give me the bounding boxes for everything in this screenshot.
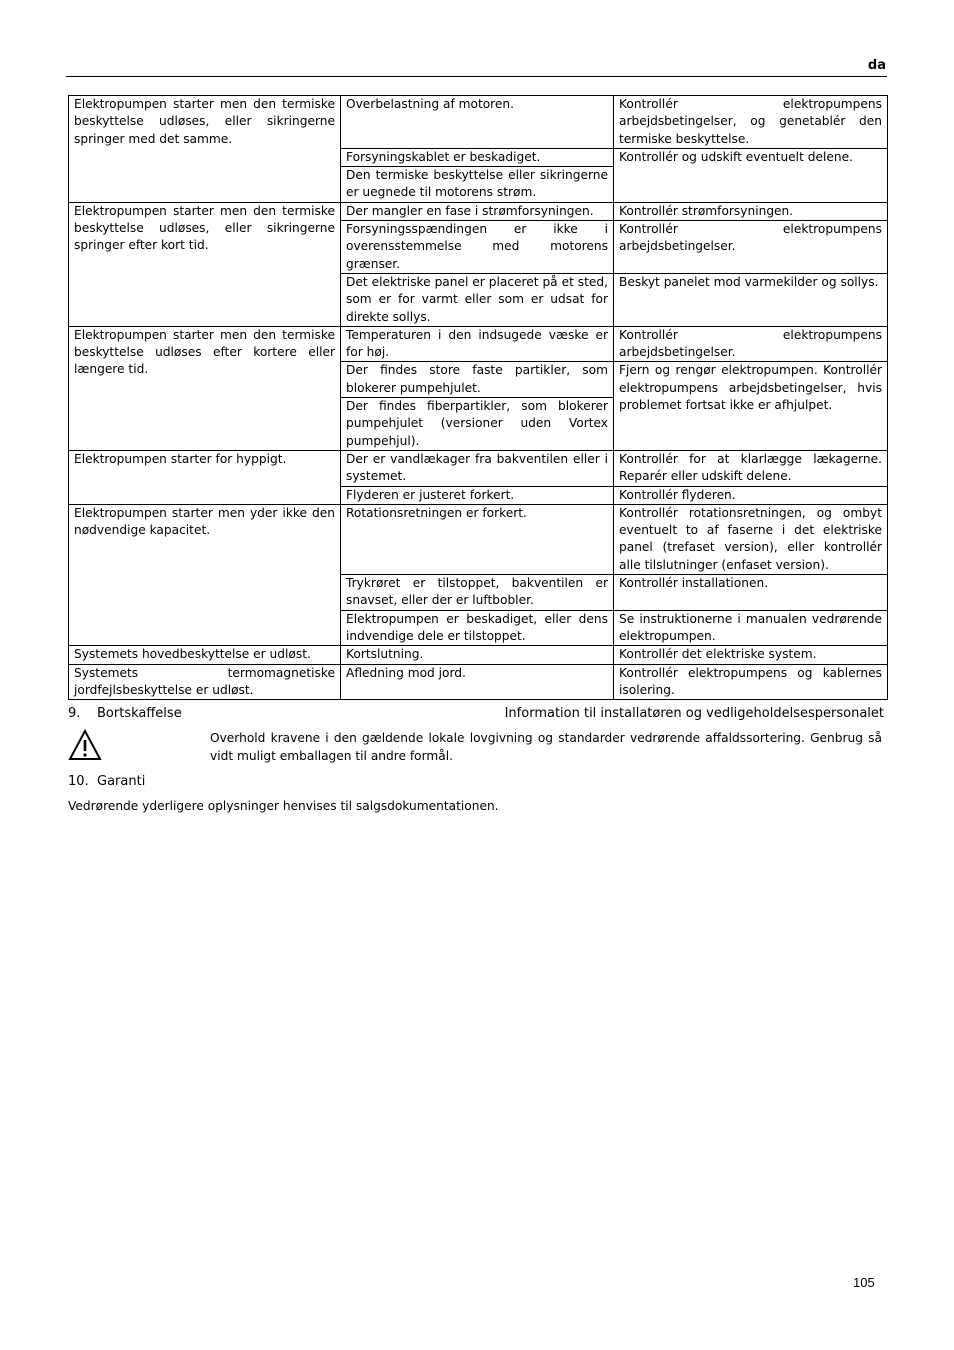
cause-cell: Afledning mod jord. xyxy=(341,664,614,700)
table-row xyxy=(69,646,888,664)
remedy-cell: Kontrollér installationen. xyxy=(614,575,888,611)
cause-cell: Forsyningskablet er beskadiget. xyxy=(341,148,614,166)
disposal-paragraph: Overhold kravene i den gældende lokale lovgivning og standarder vedrørende affaldssortering. Genbrug så vidt muligt emballagen til andre formål. xyxy=(210,731,882,763)
cause-cell: Overbelastning af motoren. xyxy=(341,96,614,149)
section-title: Bortskaffelse xyxy=(97,706,182,721)
remedy-cell: Kontrollér elektropumpens arbejdsbetingelser. xyxy=(614,326,888,362)
section-number: 10. xyxy=(68,774,89,789)
remedy-cell: Kontrollér elektropumpens arbejdsbetingelser. xyxy=(614,221,888,274)
section-9-heading xyxy=(68,706,887,726)
remedy-cell: Fjern og rengør elektropumpen. Kontrollér elektropumpens arbejdsbetingelser, hvis problemet fortsat ikke er afhjulpet. xyxy=(614,362,888,450)
cause-cell: Forsyningsspændingen er ikke i overensstemmelse med motorens grænser. xyxy=(341,221,614,274)
table-row xyxy=(69,664,888,700)
problem-cell: Elektropumpen starter men yder ikke den nødvendige kapacitet. xyxy=(69,504,341,645)
cause-cell: Elektropumpen er beskadiget, eller dens indvendige dele er tilstoppet. xyxy=(341,610,614,646)
warning-triangle-icon xyxy=(68,729,102,761)
warranty-paragraph: Vedrørende yderligere oplysninger henvises til salgsdokumentationen. xyxy=(68,799,499,813)
section-number: 9. xyxy=(68,706,81,721)
remedy-cell: Kontrollér elektropumpens og kablernes isolering. xyxy=(614,664,888,700)
section-title: Garanti xyxy=(97,774,146,789)
problem-cell: Systemets hovedbeskyttelse er udløst. xyxy=(69,646,341,664)
cause-cell: Det elektriske panel er placeret på et sted, som er for varmt eller som er udsat for direkte sollys. xyxy=(341,273,614,326)
remedy-cell: Kontrollér flyderen. xyxy=(614,486,888,504)
remedy-cell: Kontrollér og udskift eventuelt delene. xyxy=(614,148,888,202)
problem-cell: Elektropumpen starter men den termiske beskyttelse udløses, eller sikringerne springer med det samme. xyxy=(69,96,341,203)
remedy-cell: Se instruktionerne i manualen vedrørende elektropumpen. xyxy=(614,610,888,646)
table-row xyxy=(69,504,888,574)
cause-cell: Kortslutning. xyxy=(341,646,614,664)
language-code: da xyxy=(867,58,886,73)
remedy-cell: Beskyt panelet mod varmekilder og sollys. xyxy=(614,273,888,326)
table-row xyxy=(69,202,888,220)
table-row xyxy=(69,450,888,486)
cause-cell: Der mangler en fase i strømforsyningen. xyxy=(341,202,614,220)
cause-cell: Temperaturen i den indsugede væske er for høj. xyxy=(341,326,614,362)
troubleshooting-table xyxy=(68,95,888,700)
cause-cell: Trykrøret er tilstoppet, bakventilen er snavset, eller der er luftbobler. xyxy=(341,575,614,611)
cause-cell: Flyderen er justeret forkert. xyxy=(341,486,614,504)
table-row xyxy=(69,96,888,149)
problem-cell: Systemets termomagnetiske jordfejlsbeskyttelse er udløst. xyxy=(69,664,341,700)
cause-cell: Rotationsretningen er forkert. xyxy=(341,504,614,574)
problem-cell: Elektropumpen starter for hyppigt. xyxy=(69,450,341,504)
cause-cell: Den termiske beskyttelse eller sikringerne er uegnede til motorens strøm. xyxy=(341,167,614,203)
cause-cell: Der findes store faste partikler, som blokerer pumpehjulet. xyxy=(341,362,614,398)
audience-label: Information til installatøren og vedligeholdelsespersonalet xyxy=(504,706,884,721)
problem-cell: Elektropumpen starter men den termiske beskyttelse udløses, eller sikringerne springer efter kort tid. xyxy=(69,202,341,326)
cause-cell: Der er vandlækager fra bakventilen eller i systemet. xyxy=(341,450,614,486)
remedy-cell: Kontrollér for at klarlægge lækagerne. Reparér eller udskift delene. xyxy=(614,450,888,486)
problem-cell: Elektropumpen starter men den termiske beskyttelse udløses efter kortere eller længere tid. xyxy=(69,326,341,450)
remedy-cell: Kontrollér elektropumpens arbejdsbetingelser, og genetablér den termiske beskyttelse. xyxy=(614,96,888,149)
remedy-cell: Kontrollér det elektriske system. xyxy=(614,646,888,664)
page-number: 105 xyxy=(853,1275,875,1290)
header-rule xyxy=(66,76,887,77)
table-row xyxy=(69,326,888,362)
remedy-cell: Kontrollér strømforsyningen. xyxy=(614,202,888,220)
cause-cell: Der findes fiberpartikler, som blokerer pumpehjulet (versioner uden Vortex pumpehjul). xyxy=(341,398,614,451)
section-10-heading xyxy=(68,774,145,789)
remedy-cell: Kontrollér rotationsretningen, og ombyt eventuelt to af faserne i det elektriske panel (trefaset version), eller kontrollér alle tilslutninger (enfaset version). xyxy=(614,504,888,574)
